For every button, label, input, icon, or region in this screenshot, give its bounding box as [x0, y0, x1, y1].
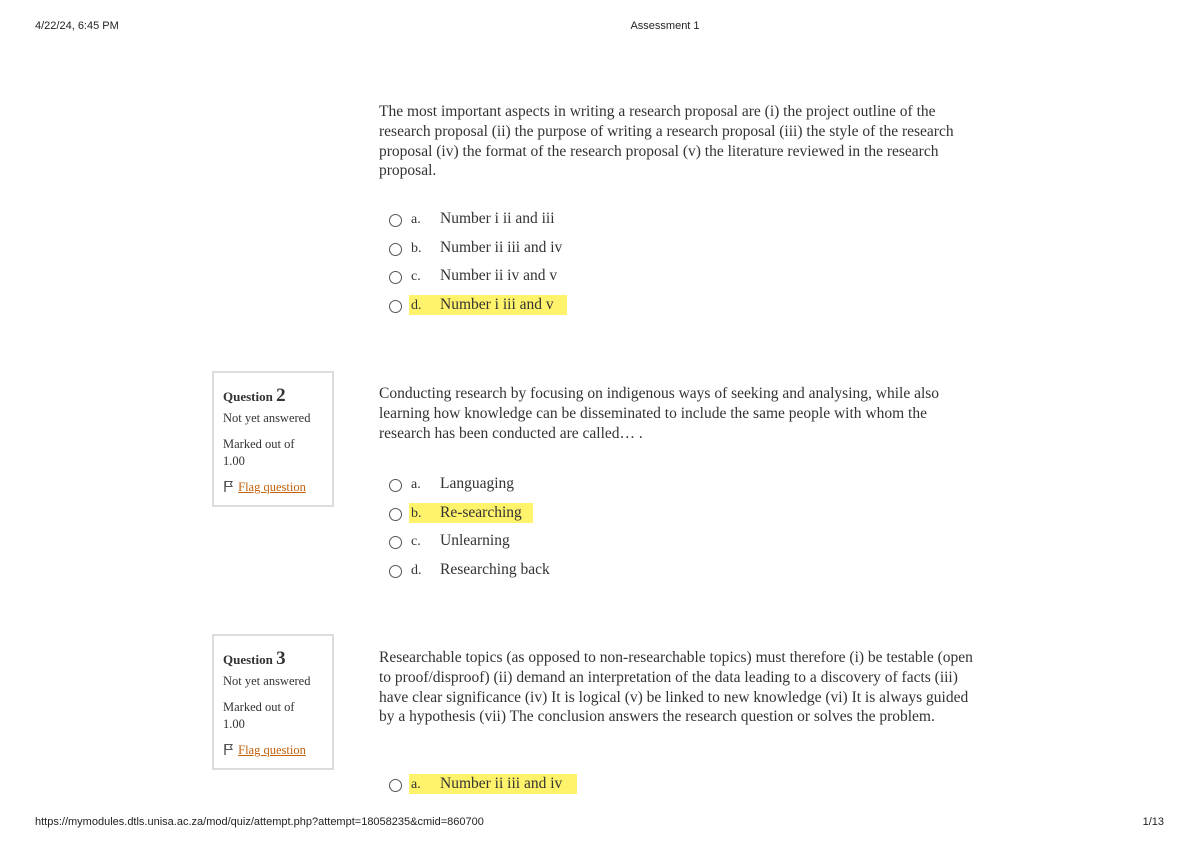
radio-circle-icon[interactable] [389, 300, 402, 313]
flag-question-link[interactable]: Flag question [238, 743, 306, 757]
answer-letter: b. [411, 240, 422, 256]
radio-circle-icon[interactable] [389, 779, 402, 792]
radio-circle-icon[interactable] [389, 479, 402, 492]
radio-circle-icon[interactable] [389, 508, 402, 521]
question-3-info-box [212, 634, 334, 770]
answer-letter: c. [411, 534, 421, 549]
answer-letter: c. [411, 269, 421, 284]
answer-text: Re-searching [440, 503, 522, 521]
radio-circle-icon[interactable] [389, 536, 402, 549]
answer-text: Number i iii and v [440, 295, 554, 313]
question-number: Question 3 [223, 648, 286, 669]
print-title: Assessment 1 [630, 20, 700, 32]
radio-circle-icon[interactable] [389, 271, 402, 284]
question-grade: Marked out of 1.00 [223, 700, 295, 731]
flag-question-link[interactable]: Flag question [238, 480, 306, 494]
question-1-text: The most important aspects in writing a research proposal are (i) the project outline of the research proposal (ii) the purpose of writing a research proposal (iii) the style of the research proposal (iv) the format of the research proposal (v) the literature reviewed in the research proposal. [379, 103, 954, 180]
question-2-text: Conducting research by focusing on indigenous ways of seeking and analysing, while also learning how knowledge can be disseminated to include the same people with whom the research has been conducted are called… . [379, 385, 940, 442]
radio-circle-icon[interactable] [389, 214, 402, 227]
question-3-text: Researchable topics (as opposed to non-researchable topics) must therefore (i) be testable (open to proof/disproof) (ii) demand an interpretation of the data leading to a discovery of facts (iii) have clear significance (iv) It is logical (v) be linked to new knowledge (vi) It is always guided by a hypothesis (vii) The conclusion answers the research question or solves the problem. [379, 649, 973, 726]
page-url: https://mymodules.dtls.unisa.ac.za/mod/quiz/attempt.php?attempt=18058235&cmid=860700 [35, 816, 484, 828]
print-datetime: 4/22/24, 6:45 PM [35, 20, 119, 32]
flag-icon [223, 480, 235, 493]
answer-text: Number ii iii and iv [440, 238, 563, 256]
question-2-info-box [212, 371, 334, 507]
answer-text: Number ii iv and v [440, 267, 558, 284]
radio-circle-icon[interactable] [389, 243, 402, 256]
answer-text: Number ii iii and iv [440, 775, 563, 792]
question-state: Not yet answered [223, 674, 311, 688]
answer-letter: d. [411, 297, 422, 313]
flag-question-button[interactable] [223, 743, 306, 758]
answer-letter: b. [411, 505, 422, 521]
answer-letter: a. [411, 477, 421, 492]
question-state: Not yet answered [223, 411, 311, 425]
question-number: Question 2 [223, 385, 286, 406]
answer-letter: a. [411, 212, 421, 227]
flag-icon [223, 743, 235, 756]
question-grade: Marked out of 1.00 [223, 437, 295, 468]
radio-circle-icon[interactable] [389, 565, 402, 578]
answer-text: Researching back [440, 560, 550, 578]
flag-question-button[interactable] [223, 480, 306, 495]
answer-letter: d. [411, 562, 422, 578]
page-number: 1/13 [1142, 816, 1164, 828]
answer-text: Unlearning [440, 532, 510, 549]
answer-text: Number i ii and iii [440, 210, 555, 227]
answer-text: Languaging [440, 475, 515, 492]
answer-letter: a. [411, 777, 421, 792]
